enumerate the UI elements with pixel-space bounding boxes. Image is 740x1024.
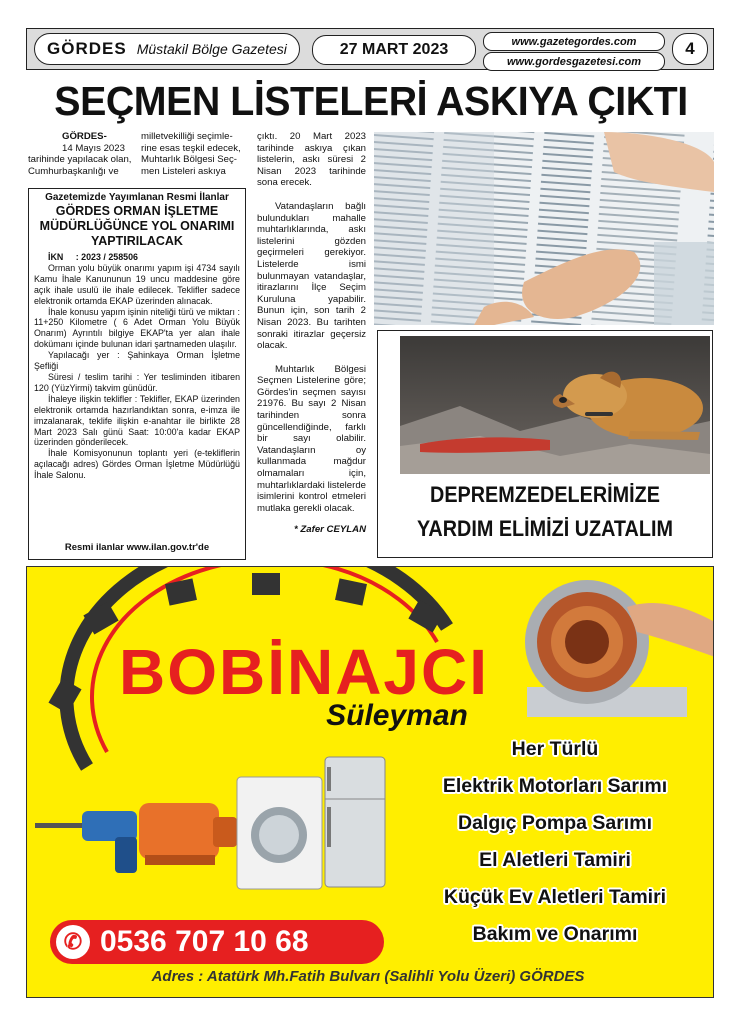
ad-phone-button[interactable] [50,920,384,964]
notice-title: GÖRDES ORMAN İŞLETME MÜDÜRLÜĞÜNCE YOL ONARIMI YAPTIRILACAK [39,204,235,248]
notice-paragraph: İhaleye ilişkin teklifler : Teklifler, EKAP üzerinden elektronik ortamda hazırlandıktan sonra, e-imza ile imzalanarak, teklife ilişkin e-anahtar ile birlikte 28 Mart 2023 Salı günü Saat: 10:00'a kadar EKAP üzerinden gönderilecek. [34,393,240,448]
newspaper-subtitle: Müstakil Bölge Gazetesi [136,41,287,57]
notice-header: Gazetemizde Yayımlanan Resmi İlanlar [45,192,229,203]
website-link-2[interactable]: www.gordesgazetesi.com [483,52,665,71]
masthead-brand [34,33,300,65]
ad-service-3: El Aletleri Tamiri [479,849,631,871]
ad-service-5: Bakım ve Onarımı [472,923,638,945]
notice-body [34,252,240,481]
washing-machine-image [237,777,322,889]
refrigerator-image [325,757,385,887]
ad-service-2: Dalgıç Pompa Sarımı [458,812,652,834]
appeal-line-2: YARDIM ELİMİZİ UZATALIM [417,516,673,541]
ikn-value: : 2023 / 258506 [75,252,138,262]
notice-paragraph: Yapılacağı yer : Şahinkaya Orman İşletme Şefliği [34,350,240,372]
article-paragraph: Muhtarlık Bölgesi Seçmen Listelerine göre; Gördes'in seçmen sayısı 21976. Bu sayı 2 Nisan tarihinden sonra güncellendiğinde, farklı bir sayı olabilir. Vatandaşların oy kullanmada mağdur olmamaları için, muhtarlıklardaki listelerde isimlerini kontrol etmeleri mutlaka gerekli olacak. [257,363,366,514]
ad-phone-number: 0536 707 10 68 [100,925,309,958]
ikn-label: İKN [48,252,64,262]
ad-address: Adres : Atatürk Mh.Fatih Bulvarı (Salihli Yolu Üzeri) GÖRDES [151,968,585,985]
issue-date: 27 MART 2023 [312,35,476,65]
page-number: 4 [672,33,708,65]
ad-owner: Süleyman [326,699,468,732]
notice-footer: Resmi ilanlar www.ilan.gov.tr'de [64,542,210,553]
article-column-1: GÖRDES- 14 Mayıs 2023 tarihinde yapılacak olan, Cumhurbaşkanlığı ve [28,131,132,177]
author-byline: * Zafer CEYLAN [294,524,366,536]
appeal-line-1: DEPREMZEDELERİMİZE [430,482,660,507]
article-column-3 [257,131,366,536]
article-paragraph: çıktı. 20 Mart 2023 tarihinde askıya çıkan listelerin, askı süresi 2 Nisan 2023 tarihinde sona erecek. [257,131,366,189]
article-paragraph: Vatandaşların bağlı bulundukları mahalle muhtarlıklarında, askı listelerini gözden geçirmeleri gerekiyor. Listelerde ismi bulunmayan vatandaşlar, itirazlarını İlçe Seçim Kuruluna yapabilir. Bunun için, son tarih 2 Nisan 2023. Bu tarihten sonraki itirazlar geçersiz olacak. [257,200,366,352]
electric-motor-image [139,803,237,865]
drill-image [35,811,137,873]
newspaper-name: GÖRDES [47,39,127,58]
notice-paragraph: İhale Komisyonunun toplantı yeri (e-tekliflerin açılacağı adres) Gördes Orman İşletme Müdürlüğü İhale Salonu. [34,448,240,481]
notice-paragraph: Orman yolu büyük onarımı yapım işi 4734 sayılı Kamu İhale Kanununun 19 uncu maddesine göre açık ihale usulü ile ihale edilecek. Teklifler sadece elektronik ortamda EKAP üzerinden alınacak. [34,262,240,306]
rescue-dog-photo [400,336,710,474]
ad-service-0: Her Türlü [511,738,599,760]
voter-list-photo [374,132,714,325]
ad-brand: BOBİNAJCI [118,636,490,708]
article-column-2: milletvekilliği seçimle- rine esas teşkil edecek, Muhtarlık Bölgesi Seç- men Listeleri askıya [141,131,241,177]
headline: SEÇMEN LİSTELERİ ASKIYA ÇIKTI [54,78,688,124]
ad-service-1: Elektrik Motorları Sarımı [442,775,668,797]
website-link-1[interactable]: www.gazetegordes.com [483,32,665,51]
notice-paragraph: Süresi / teslim tarihi : Yer tesliminden itibaren 120 (YüzYirmi) takvim günüdür. [34,371,240,393]
notice-paragraph: İhale konusu yapım işinin niteliği türü ve miktarı : 11+250 Kilometre ( 6 Adet Orman Yolu Büyük Onarım) Ayrıntılı bilgiye EKAP'ta yer alan ihale dokümanı içinde bulunan idari şartnameden ulaşılır. [34,306,240,350]
official-notice-box [28,188,246,560]
ad-service-4: Küçük Ev Aletleri Tamiri [443,886,667,908]
motor-coil-image [525,580,714,717]
phone-icon: ✆ [56,925,90,959]
